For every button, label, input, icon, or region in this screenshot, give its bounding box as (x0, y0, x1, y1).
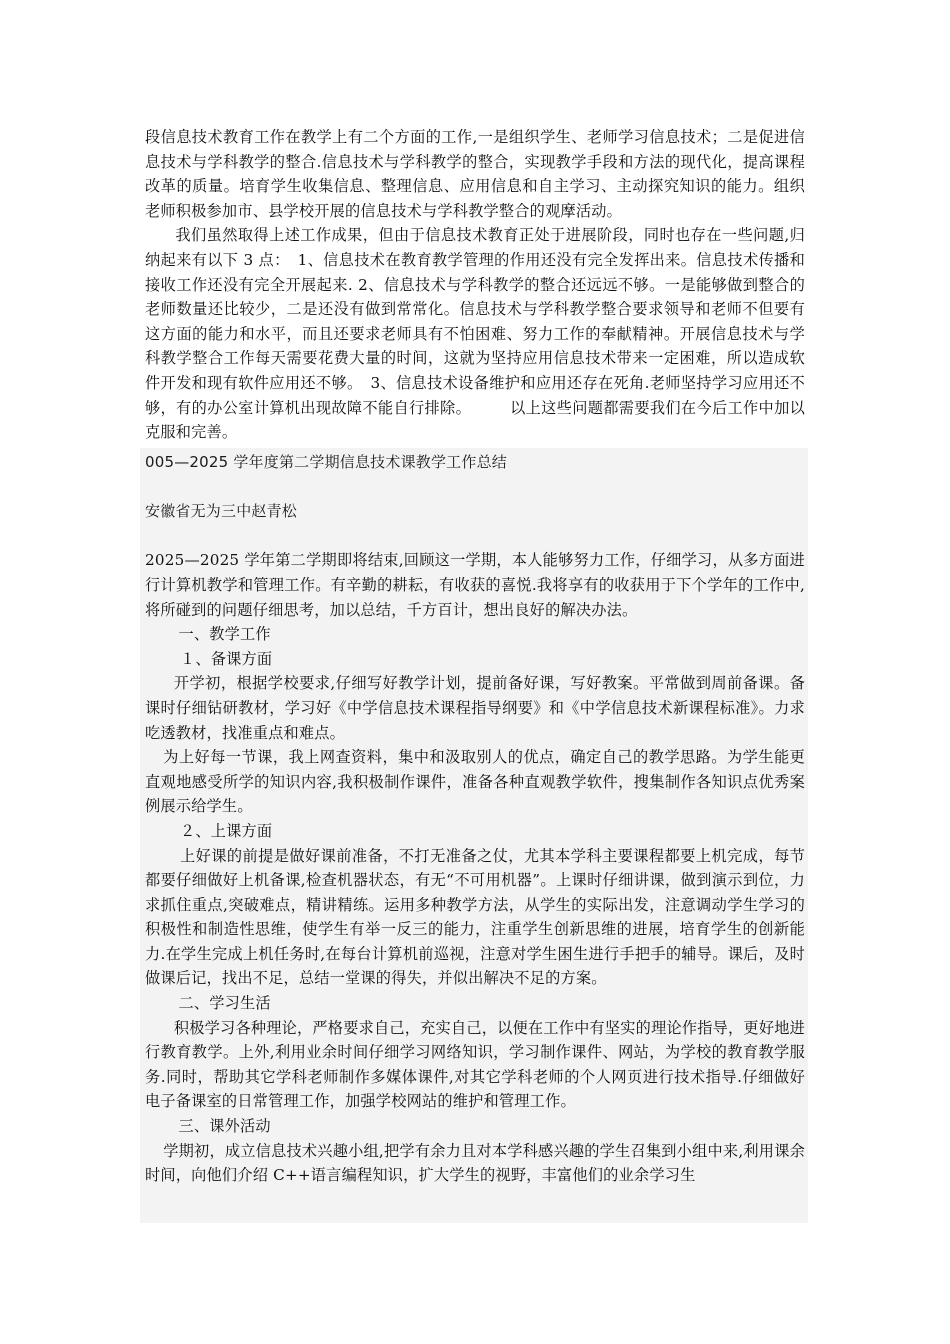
section-3-paragraph-1: 学期初，成立信息技术兴趣小组,把学有余力且对本学科感兴趣的学生召集到小组中来,利用课余时间，向他们介绍 C++语言编程知识，扩大学生的视野，丰富他们的业余学习生 (145, 1141, 805, 1185)
subsection-2-heading: ２、上课方面 (179, 821, 273, 840)
section-3-heading: 三、课外活动 (178, 1117, 271, 1136)
article-block (145, 450, 805, 1188)
section-1-heading: 一、教学工作 (178, 625, 271, 644)
top-paragraph-1: 段信息技术教育工作在教学上有二个方面的工作,一是组织学生、老师学习信息技术；二是促进信息技术与学科教学的整合.信息技术与学科教学的整合，实现教学手段和方法的现代化，提高课程改革的质量。培育学生收集信息、整理信息、应用信息和自主学习、主动探究知识的能力。组织老师积极参加市、县学校开展的信息技术与学科教学整合的观摩活动。 (145, 128, 805, 220)
top-paragraph-2: 我们虽然取得上述工作成果，但由于信息技术教育正处于进展阶段，同时也存在一些问题,归纳起来有以下 3 点： 1、信息技术在教育教学管理的作用还没有完全发挥出来。信息技术传播和接收工作还没有完全开展起来. 2、信息技术与学科教学的整合还远远不够。一是能够做到整合的老师数量还比较少，二是还没有做到常常化。信息技术与学科教学整合要求领导和老师不但要有这方面的能力和水平，而且还要求老师具有不怕困难、努力工作的奉献精神。开展信息技术与学科教学整合工作每天需要花费大量的时间，这就为坚持应用信息技术带来一定困难，所以造成软件开发和现有软件应用还不够。 3、信息技术设备维护和应用还存在死角.老师坚持学习应用还不够，有的办公室计算机出现故障不能自行排除。 以上这些问题都需要我们在今后工作中加以克服和完善。 (145, 226, 805, 442)
subsection-2-paragraph-1: 上好课的前提是做好课前准备，不打无准备之仗，尤其本学科主要课程都要上机完成，每节都要仔细做好上机备课,检查机器状态，有无“不可用机器”。上课时仔细讲课，做到演示到位，力求抓住重点,突破难点，精讲精练。运用多种教学方法，从学生的实际出发，注意调动学生学习的积极性和制造性思维，使学生有举一反三的能力，注重学生创新思维的进展，培育学生的创新能力.在学生完成上机任务时,在每台计算机前巡视，注意对学生困生进行手把手的辅导。课后，及时做课后记，找出不足，总结一堂课的得失，并似出解决不足的方案。 (145, 846, 805, 988)
section-2-heading: 二、学习生活 (178, 994, 271, 1013)
top-text-block (145, 125, 805, 445)
section-2-paragraph-1: 积极学习各种理论，严格要求自己，充实自己，以便在工作中有坚实的理论作指导，更好地进行教育教学。上外,利用业余时间仔细学习网络知识，学习制作课件、网站，为学校的教育教学服务.同时，帮助其它学科老师制作多媒体课件,对其它学科老师的个人网页进行技术指导.仔细做好电子备课室的日常管理工作，加强学校网站的维护和管理工作。 (145, 1018, 805, 1111)
subsection-1-heading: １、备课方面 (179, 649, 273, 668)
article-title: 005—2025 学年度第二学期信息技术课教学工作总结 (145, 453, 507, 471)
article-author: 安徽省无为三中赵青松 (145, 502, 298, 521)
subsection-1-paragraph-1: 开学初，根据学校要求,仔细写好教学计划，提前备好课，写好教案。平常做到周前备课。备课时仔细钻研教材，学习好《中学信息技术课程指导纲要》和《中学信息技术新课程标准》。力求吃透教材，找准重点和难点。 (145, 674, 805, 742)
subsection-1-paragraph-2: 为上好每一节课，我上网查资料，集中和汲取别人的优点，确定自己的教学思路。为学生能更直观地感受所学的知识内容,我积极制作课件，准备各种直观教学软件，搜集制作各知识点优秀案例展示给学生。 (145, 748, 805, 816)
article-intro: 2025—2025 学年第二学期即将结束,回顾这一学期，本人能够努力工作，仔细学习，从多方面进行计算机教学和管理工作。有辛勤的耕耘，有收获的喜悦.我将享有的收获用于下个学年的工作中,将所碰到的问题仔细思考，加以总结，千方百计，想出良好的解决办法。 (145, 551, 805, 619)
